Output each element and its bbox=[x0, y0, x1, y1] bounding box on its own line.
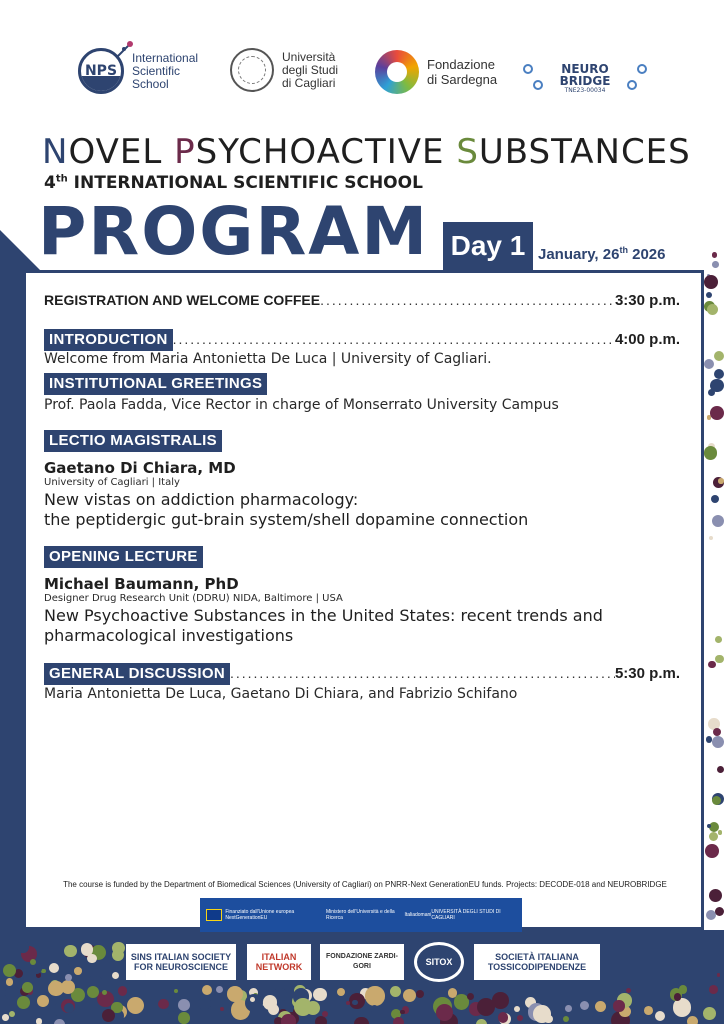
bubble-decoration bbox=[216, 986, 223, 993]
bubble-decoration bbox=[706, 736, 713, 743]
bubble-decoration bbox=[436, 1004, 453, 1021]
lectio-tag: LECTIO MAGISTRALIS bbox=[44, 430, 222, 452]
bubble-decoration bbox=[371, 1005, 379, 1013]
registration-row bbox=[44, 292, 680, 309]
bubble-decoration bbox=[718, 830, 722, 834]
bubble-decoration bbox=[714, 369, 724, 379]
bubble-decoration bbox=[220, 1007, 224, 1011]
bubble-decoration bbox=[626, 988, 631, 993]
bubble-decoration bbox=[390, 986, 401, 997]
bubble-decoration bbox=[41, 969, 45, 973]
eu-funding-logo: Finanziato dall'Unione europea NextGenerationEU bbox=[206, 909, 326, 921]
bubble-decoration bbox=[715, 636, 722, 643]
bubble-decoration bbox=[700, 1001, 707, 1008]
bubble-decoration bbox=[263, 995, 277, 1009]
opening-tag: OPENING LECTURE bbox=[44, 546, 203, 568]
bubble-decoration bbox=[709, 889, 722, 902]
bubble-decoration bbox=[498, 1012, 509, 1023]
unica-text: Università degli Studi di Cagliari bbox=[282, 49, 339, 90]
bubble-decoration bbox=[565, 1005, 572, 1012]
bubble-decoration bbox=[712, 736, 724, 748]
discussion-tag: GENERAL DISCUSSION bbox=[44, 663, 230, 685]
opening-title-1: New Psychoactive Substances in the United States: recent trends and bbox=[44, 606, 603, 625]
bubble-decoration bbox=[705, 844, 719, 858]
eu-banner bbox=[200, 898, 522, 932]
bubble-decoration bbox=[704, 446, 717, 459]
leader-dots bbox=[230, 665, 615, 681]
bubble-decoration bbox=[322, 1011, 328, 1017]
bridge-text: BRIDGE bbox=[559, 74, 611, 88]
bubble-decoration bbox=[711, 495, 719, 503]
bubble-decoration bbox=[416, 990, 424, 998]
bubble-decoration bbox=[709, 536, 713, 540]
bubble-decoration bbox=[6, 978, 13, 985]
bubble-decoration bbox=[158, 999, 168, 1009]
bubble-decoration bbox=[178, 1012, 189, 1023]
italiadomani-logo: Italiadomani bbox=[404, 912, 432, 918]
bubble-decoration bbox=[112, 972, 119, 979]
opening-row bbox=[44, 546, 680, 568]
bubble-decoration bbox=[64, 945, 76, 957]
bubble-decoration bbox=[514, 1006, 520, 1012]
bubble-decoration bbox=[695, 1007, 699, 1011]
frame-corner bbox=[0, 230, 40, 270]
bubble-decoration bbox=[17, 941, 28, 952]
opening-affiliation: Designer Drug Research Unit (DDRU) NIDA, Baltimore | USA bbox=[44, 593, 343, 604]
bubble-decoration bbox=[227, 986, 243, 1002]
event-date: January, 26th 2026 bbox=[538, 245, 666, 263]
lectio-affiliation: University of Cagliari | Italy bbox=[44, 477, 180, 488]
bubble-decoration bbox=[704, 275, 718, 289]
bubble-decoration bbox=[712, 261, 719, 268]
bubble-decoration bbox=[346, 1001, 350, 1005]
ministry-logo: Ministero dell'Università e della Ricerca bbox=[325, 909, 395, 921]
day-badge: Day 1 bbox=[443, 222, 533, 270]
neurobridge-code: TNE23-00034 bbox=[564, 87, 606, 94]
sponsor-sit: SOCIETÀ ITALIANA TOSSICODIPENDENZE bbox=[474, 944, 600, 980]
bubble-decoration bbox=[65, 974, 72, 981]
introduction-tag: INTRODUCTION bbox=[44, 329, 173, 351]
bubble-decoration bbox=[5, 986, 19, 1000]
bubble-decoration bbox=[2, 1014, 9, 1021]
bubble-decoration bbox=[687, 1016, 698, 1024]
introduction-time: 4:00 p.m. bbox=[614, 331, 680, 348]
bubble-decoration bbox=[37, 995, 49, 1007]
bubble-decoration bbox=[704, 359, 714, 369]
sponsor-sins: SINS ITALIAN SOCIETY FOR NEUROSCIENCE bbox=[126, 944, 236, 980]
seal-icon bbox=[230, 48, 274, 92]
fondazione-logo bbox=[375, 50, 497, 94]
eu-flag-icon bbox=[206, 909, 222, 921]
bubble-decoration bbox=[198, 997, 211, 1010]
bubble-decoration bbox=[533, 1005, 551, 1023]
bubble-decoration bbox=[115, 962, 122, 969]
bubble-decoration bbox=[712, 515, 724, 527]
program-heading: PROGRAM bbox=[38, 193, 430, 270]
bubble-decoration bbox=[337, 988, 345, 996]
molecule-icon bbox=[116, 40, 134, 58]
unica-small-logo: UNIVERSITÀ DEGLI STUDI DI CAGLIARI bbox=[431, 909, 501, 921]
bubble-decoration bbox=[313, 988, 326, 1001]
bubble-decoration bbox=[708, 389, 715, 396]
nps-mark: NPS bbox=[78, 48, 124, 94]
bubble-decoration bbox=[448, 988, 458, 998]
sponsor-zardi-gori: FONDAZIONE ZARDI-GORI bbox=[320, 944, 404, 980]
nps-logo bbox=[78, 48, 198, 94]
discussion-time: 5:30 p.m. bbox=[614, 665, 680, 682]
funding-note: The course is funded by the Department of Biomedical Sciences (University of Cagliari) on PNRR-Next GenerationEU funds. Projects: DECODE-018 and NEUROBRIDGE bbox=[63, 880, 667, 889]
registration-label: REGISTRATION AND WELCOME COFFEE bbox=[44, 292, 321, 308]
bubble-decoration bbox=[715, 655, 724, 664]
bubble-decoration bbox=[81, 943, 94, 956]
star-icon bbox=[375, 50, 419, 94]
leader-dots bbox=[320, 292, 615, 308]
introduction-text: Welcome from Maria Antonietta De Luca | University of Cagliari. bbox=[44, 351, 492, 367]
opening-title-2: pharmacological investigations bbox=[44, 626, 294, 645]
lectio-speaker: Gaetano Di Chiara, MD bbox=[44, 459, 236, 477]
greetings-tag: INSTITUTIONAL GREETINGS bbox=[44, 373, 267, 395]
bubble-decoration bbox=[54, 1019, 65, 1024]
sponsor-italian-network: ITALIAN NETWORK bbox=[247, 944, 311, 980]
bubble-decoration bbox=[713, 728, 721, 736]
subtitle: 4th INTERNATIONAL SCIENTIFIC SCHOOL bbox=[44, 173, 423, 193]
bubble-decoration bbox=[708, 661, 715, 668]
bubble-decoration bbox=[365, 986, 384, 1005]
bubble-decoration bbox=[22, 982, 33, 993]
neuron-node-icon bbox=[533, 80, 543, 90]
sponsor-sitox: SITOX bbox=[414, 942, 464, 982]
bubble-decoration bbox=[87, 986, 99, 998]
page-title: NOVEL PSYCHOACTIVE SUBSTANCES bbox=[42, 132, 691, 172]
logo-row bbox=[70, 40, 660, 120]
nps-text: International Scientific School bbox=[132, 50, 199, 91]
frame-left bbox=[0, 270, 26, 930]
bubble-decoration bbox=[118, 986, 128, 996]
bubble-decoration bbox=[718, 478, 724, 484]
bubble-decoration bbox=[673, 998, 691, 1016]
discussion-text: Maria Antonietta De Luca, Gaetano Di Chiara, and Fabrizio Schifano bbox=[44, 686, 518, 702]
bubble-decoration bbox=[709, 832, 718, 841]
introduction-row bbox=[44, 329, 680, 351]
discussion-row bbox=[44, 663, 680, 685]
fondazione-text: Fondazione di Sardegna bbox=[427, 57, 498, 87]
unica-logo bbox=[230, 48, 338, 92]
bubble-decoration bbox=[717, 766, 724, 773]
bubble-decoration bbox=[281, 1014, 295, 1024]
neuro-text: NEURO bbox=[561, 62, 609, 76]
bubble-decoration bbox=[403, 989, 416, 1002]
neurobridge-logo bbox=[525, 60, 645, 94]
bubble-decoration bbox=[714, 351, 724, 361]
bubble-decoration bbox=[354, 1017, 369, 1024]
bubble-decoration bbox=[613, 1000, 624, 1011]
bubble-decoration bbox=[709, 985, 718, 994]
bubble-decoration bbox=[74, 967, 81, 974]
greetings-row bbox=[44, 373, 680, 395]
neuron-node-icon bbox=[523, 64, 533, 74]
bubble-decoration bbox=[712, 252, 718, 258]
bubble-decoration bbox=[707, 304, 718, 315]
bubble-decoration bbox=[467, 993, 474, 1000]
neuron-node-icon bbox=[637, 64, 647, 74]
bubble-decoration bbox=[48, 981, 63, 996]
registration-time: 3:30 p.m. bbox=[614, 292, 680, 309]
lectio-title-2: the peptidergic gut-brain system/shell dopamine connection bbox=[44, 510, 529, 529]
bubble-decoration bbox=[112, 942, 125, 955]
lectio-title-1: New vistas on addiction pharmacology: bbox=[44, 490, 359, 509]
bubble-decoration bbox=[315, 1016, 327, 1024]
bubble-decoration bbox=[492, 992, 508, 1008]
bubble-decoration bbox=[710, 406, 724, 420]
bubble-decoration bbox=[36, 1018, 43, 1024]
leader-dots bbox=[173, 331, 615, 347]
lectio-row bbox=[44, 430, 680, 452]
greetings-text: Prof. Paola Fadda, Vice Rector in charge of Monserrato University Campus bbox=[44, 397, 559, 413]
bubble-decoration bbox=[250, 997, 255, 1002]
bubble-decoration bbox=[400, 1010, 404, 1014]
opening-speaker: Michael Baumann, PhD bbox=[44, 575, 239, 593]
bubble-decoration bbox=[715, 907, 724, 916]
bubble-decoration bbox=[703, 1007, 716, 1020]
bubble-decoration bbox=[706, 292, 712, 298]
bubble-decoration bbox=[717, 973, 720, 976]
bubble-decoration bbox=[712, 796, 721, 805]
bubble-decoration bbox=[580, 1001, 589, 1010]
neuron-node-icon bbox=[627, 80, 637, 90]
